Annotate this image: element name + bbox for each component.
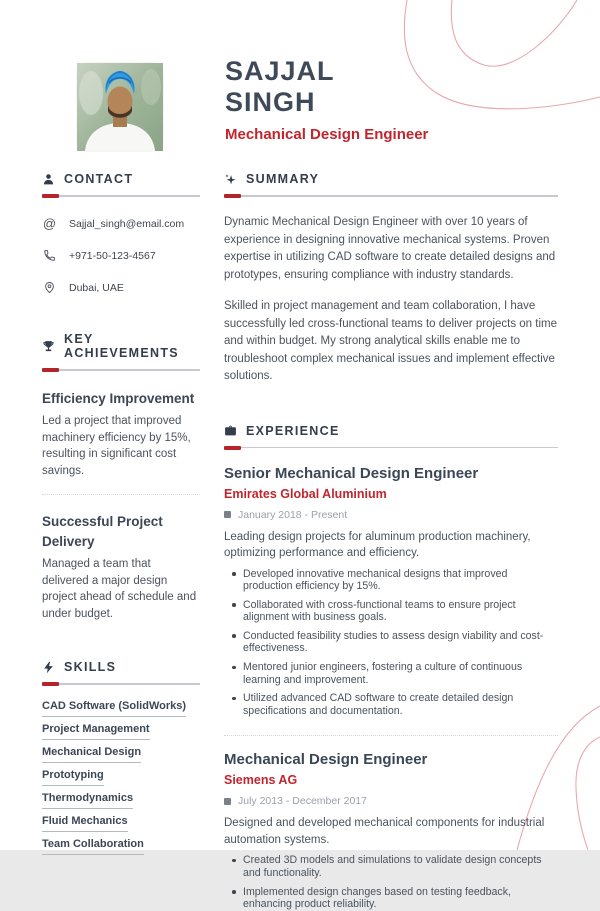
- experience-heading: EXPERIENCE: [246, 423, 340, 438]
- calendar-icon: [224, 511, 231, 518]
- contact-phone-row: [42, 249, 200, 262]
- job-dates-row: [224, 509, 558, 521]
- skill-item: CAD Software (SolidWorks): [42, 700, 186, 717]
- location-value: Dubai, UAE: [69, 281, 124, 294]
- contact-section: [42, 172, 200, 294]
- experience-heading-row: [224, 424, 558, 438]
- job-bullet: Developed innovative mechanical designs that improved production efficiency by 15%.: [243, 568, 558, 593]
- dotted-divider: [42, 494, 200, 495]
- achievement-title: Successful Project Delivery: [42, 514, 163, 549]
- achievements-heading: KEY ACHIEVEMENTS: [64, 332, 179, 360]
- first-name: SAJJAL: [225, 56, 335, 86]
- job-title-text: Mechanical Design Engineer: [224, 751, 428, 769]
- job-bullet-list: [224, 568, 558, 718]
- skills-heading: SKILLS: [64, 660, 117, 674]
- right-column: [224, 172, 558, 911]
- job-title-text: Senior Mechanical Design Engineer: [224, 464, 479, 482]
- job-bullet: Utilized advanced CAD software to create detailed design specifications and documentation.: [243, 692, 558, 717]
- skill-item: Thermodynamics: [42, 792, 133, 809]
- profile-photo-illustration: [77, 63, 163, 151]
- skills-heading-row: [42, 660, 200, 674]
- experience-section: [224, 424, 558, 911]
- bolt-icon: [42, 661, 55, 674]
- trophy-icon: [42, 340, 55, 353]
- dotted-divider: [224, 735, 558, 736]
- at-icon: @: [42, 216, 57, 231]
- profile-photo: [77, 63, 163, 151]
- summary-paragraph: Dynamic Mechanical Design Engineer with over 10 years of experience in designing innovative mechanical systems. Proven expertise in utilizing CAD software to create detailed designs and prototypes, ensuring compliance with industry standards.: [224, 216, 556, 281]
- contact-location-row: [42, 281, 200, 294]
- section-rule: [42, 194, 200, 198]
- skill-item: Project Management: [42, 723, 150, 740]
- job-title: Mechanical Design Engineer: [225, 126, 429, 143]
- last-name: SINGH: [225, 87, 316, 117]
- section-rule: [224, 194, 558, 198]
- location-icon: [42, 281, 57, 294]
- job-bullet: Implemented design changes based on testing feedback, enhancing product reliability.: [243, 886, 558, 911]
- summary-section: [224, 172, 558, 386]
- email-value: Sajjal_singh@email.com: [69, 217, 185, 230]
- summary-paragraph: Skilled in project management and team collaboration, I have successfully led cross-functional teams to deliver projects on time and within budget. My strong analytical skills enable me to troubleshoot complex mechanical issues and implement effective solutions.: [224, 300, 558, 382]
- company-name: Siemens AG: [224, 773, 298, 788]
- achievement-text: Led a project that improved machinery efficiency by 15%, resulting in significant cost savings.: [42, 415, 191, 477]
- achievements-section: [42, 332, 200, 622]
- page-title: [225, 56, 428, 118]
- job-bullet: Collaborated with cross-functional teams to ensure project alignment with business goals.: [243, 599, 558, 624]
- job-entry: [224, 465, 558, 718]
- user-icon: [42, 173, 55, 186]
- calendar-icon: [224, 798, 231, 805]
- contact-heading: CONTACT: [64, 172, 134, 186]
- achievement-title: Efficiency Improvement: [42, 391, 195, 406]
- left-column: [42, 172, 200, 855]
- sparkle-icon: [224, 173, 237, 186]
- contact-heading-row: [42, 172, 200, 186]
- skill-item: Fluid Mechanics: [42, 815, 128, 832]
- section-rule: [42, 682, 200, 686]
- job-bullet: Mentored junior engineers, fostering a culture of continuous learning and improvement.: [243, 661, 558, 686]
- phone-value: +971-50-123-4567: [69, 249, 156, 262]
- skill-item: Team Collaboration: [42, 838, 144, 855]
- header: [225, 56, 428, 143]
- skill-item: Mechanical Design: [42, 746, 141, 763]
- achievement-text: Managed a team that delivered a major design project ahead of schedule and under budget.: [42, 558, 197, 620]
- job-dates: July 2013 - December 2017: [238, 795, 367, 808]
- job-bullet: Created 3D models and simulations to validate design concepts and functionality.: [243, 854, 558, 879]
- summary-heading: SUMMARY: [246, 172, 320, 186]
- contact-email-row: [42, 217, 200, 230]
- skills-section: [42, 660, 200, 855]
- job-bullet: Conducted feasibility studies to assess design viability and cost-effectiveness.: [243, 630, 558, 655]
- section-rule: [42, 368, 200, 372]
- briefcase-icon: [224, 424, 237, 437]
- phone-icon: [42, 249, 57, 262]
- company-name: Emirates Global Aluminium: [224, 486, 387, 501]
- summary-heading-row: [224, 172, 558, 186]
- achievement-item: [42, 512, 200, 622]
- achievement-item: [42, 389, 200, 479]
- section-rule: [224, 446, 558, 450]
- job-entry: [224, 751, 558, 910]
- job-dates-row: [224, 795, 558, 807]
- job-lead: Leading design projects for aluminum production machinery, optimizing performance and efficiency.: [224, 530, 531, 559]
- job-dates: January 2018 - Present: [238, 508, 348, 521]
- achievements-heading-row: [42, 332, 200, 360]
- skills-list: [42, 700, 200, 855]
- job-bullet-list: [224, 854, 558, 910]
- skill-item: Prototyping: [42, 769, 104, 786]
- job-lead: Designed and developed mechanical components for industrial automation systems.: [224, 817, 545, 846]
